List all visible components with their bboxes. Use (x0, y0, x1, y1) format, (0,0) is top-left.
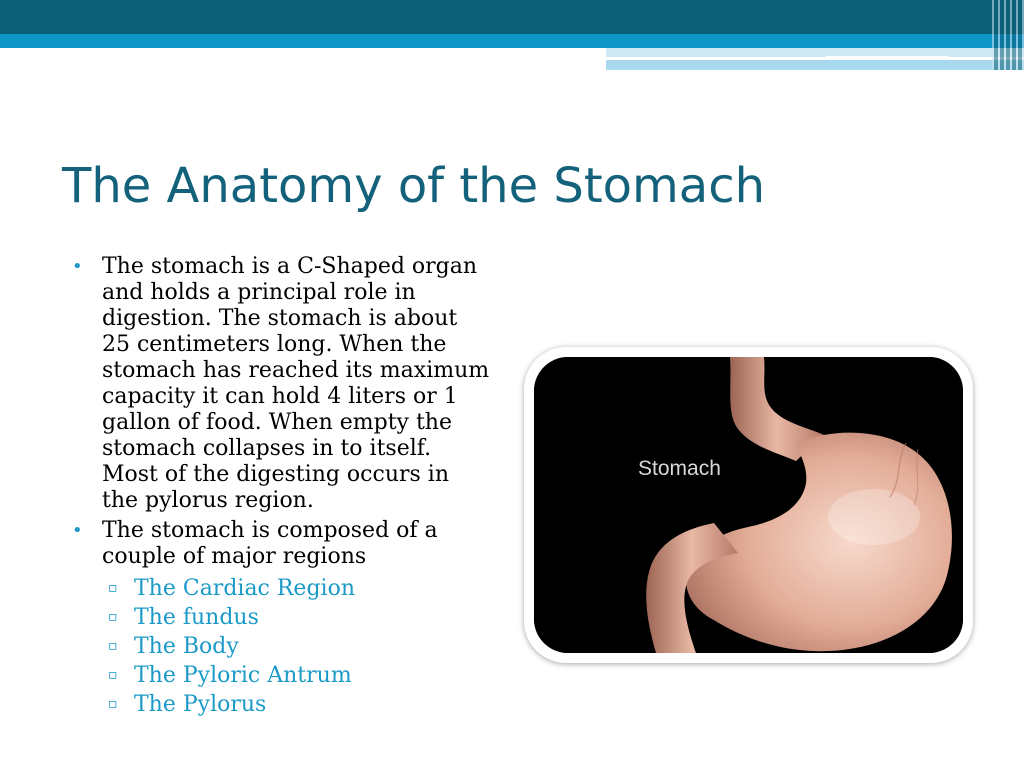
regions-list (72, 574, 492, 719)
header-band-mid (0, 34, 1024, 48)
region-label: The Pyloric Antrum (134, 663, 352, 688)
square-bullet-icon: ▫ (108, 667, 118, 683)
bullet-dot-icon: • (72, 520, 83, 541)
header-band-light-secondary (606, 60, 1024, 70)
header-band-light (606, 48, 1024, 57)
region-label: The Body (134, 634, 239, 659)
region-item (72, 690, 492, 719)
stomach-illustration-icon (534, 357, 963, 653)
header-band-dark (0, 0, 1024, 34)
region-item (72, 661, 492, 690)
bullet-text: The stomach is a C-Shaped organ and holds a principal role in digestion. The stomach is about 25 centimeters long. When the stomach has reached its maximum capacity it can hold 4 liters or 1 gallon of food. When empty the stomach collapses in to itself. Most of the digesting occurs in the pylorus region. (102, 254, 490, 513)
region-item (72, 632, 492, 661)
square-bullet-icon: ▫ (108, 638, 118, 654)
stomach-image (534, 357, 963, 653)
square-bullet-icon: ▫ (108, 696, 118, 712)
bullet-text: The stomach is composed of a couple of major regions (102, 518, 438, 569)
slide-title: The Anatomy of the Stomach (62, 158, 766, 214)
square-bullet-icon: ▫ (108, 580, 118, 596)
slide-body (72, 254, 492, 719)
header-band-highlight (826, 56, 948, 59)
bullet-item (72, 254, 492, 514)
stomach-label: Stomach (638, 457, 721, 480)
stomach-image-frame (524, 347, 973, 663)
region-item (72, 603, 492, 632)
region-label: The Pylorus (134, 692, 267, 717)
bullet-item (72, 518, 492, 570)
bullet-dot-icon: • (72, 256, 83, 277)
header-band-stripes (992, 0, 1024, 70)
square-bullet-icon: ▫ (108, 609, 118, 625)
region-label: The Cardiac Region (134, 576, 355, 601)
region-label: The fundus (134, 605, 259, 630)
region-item (72, 574, 492, 603)
